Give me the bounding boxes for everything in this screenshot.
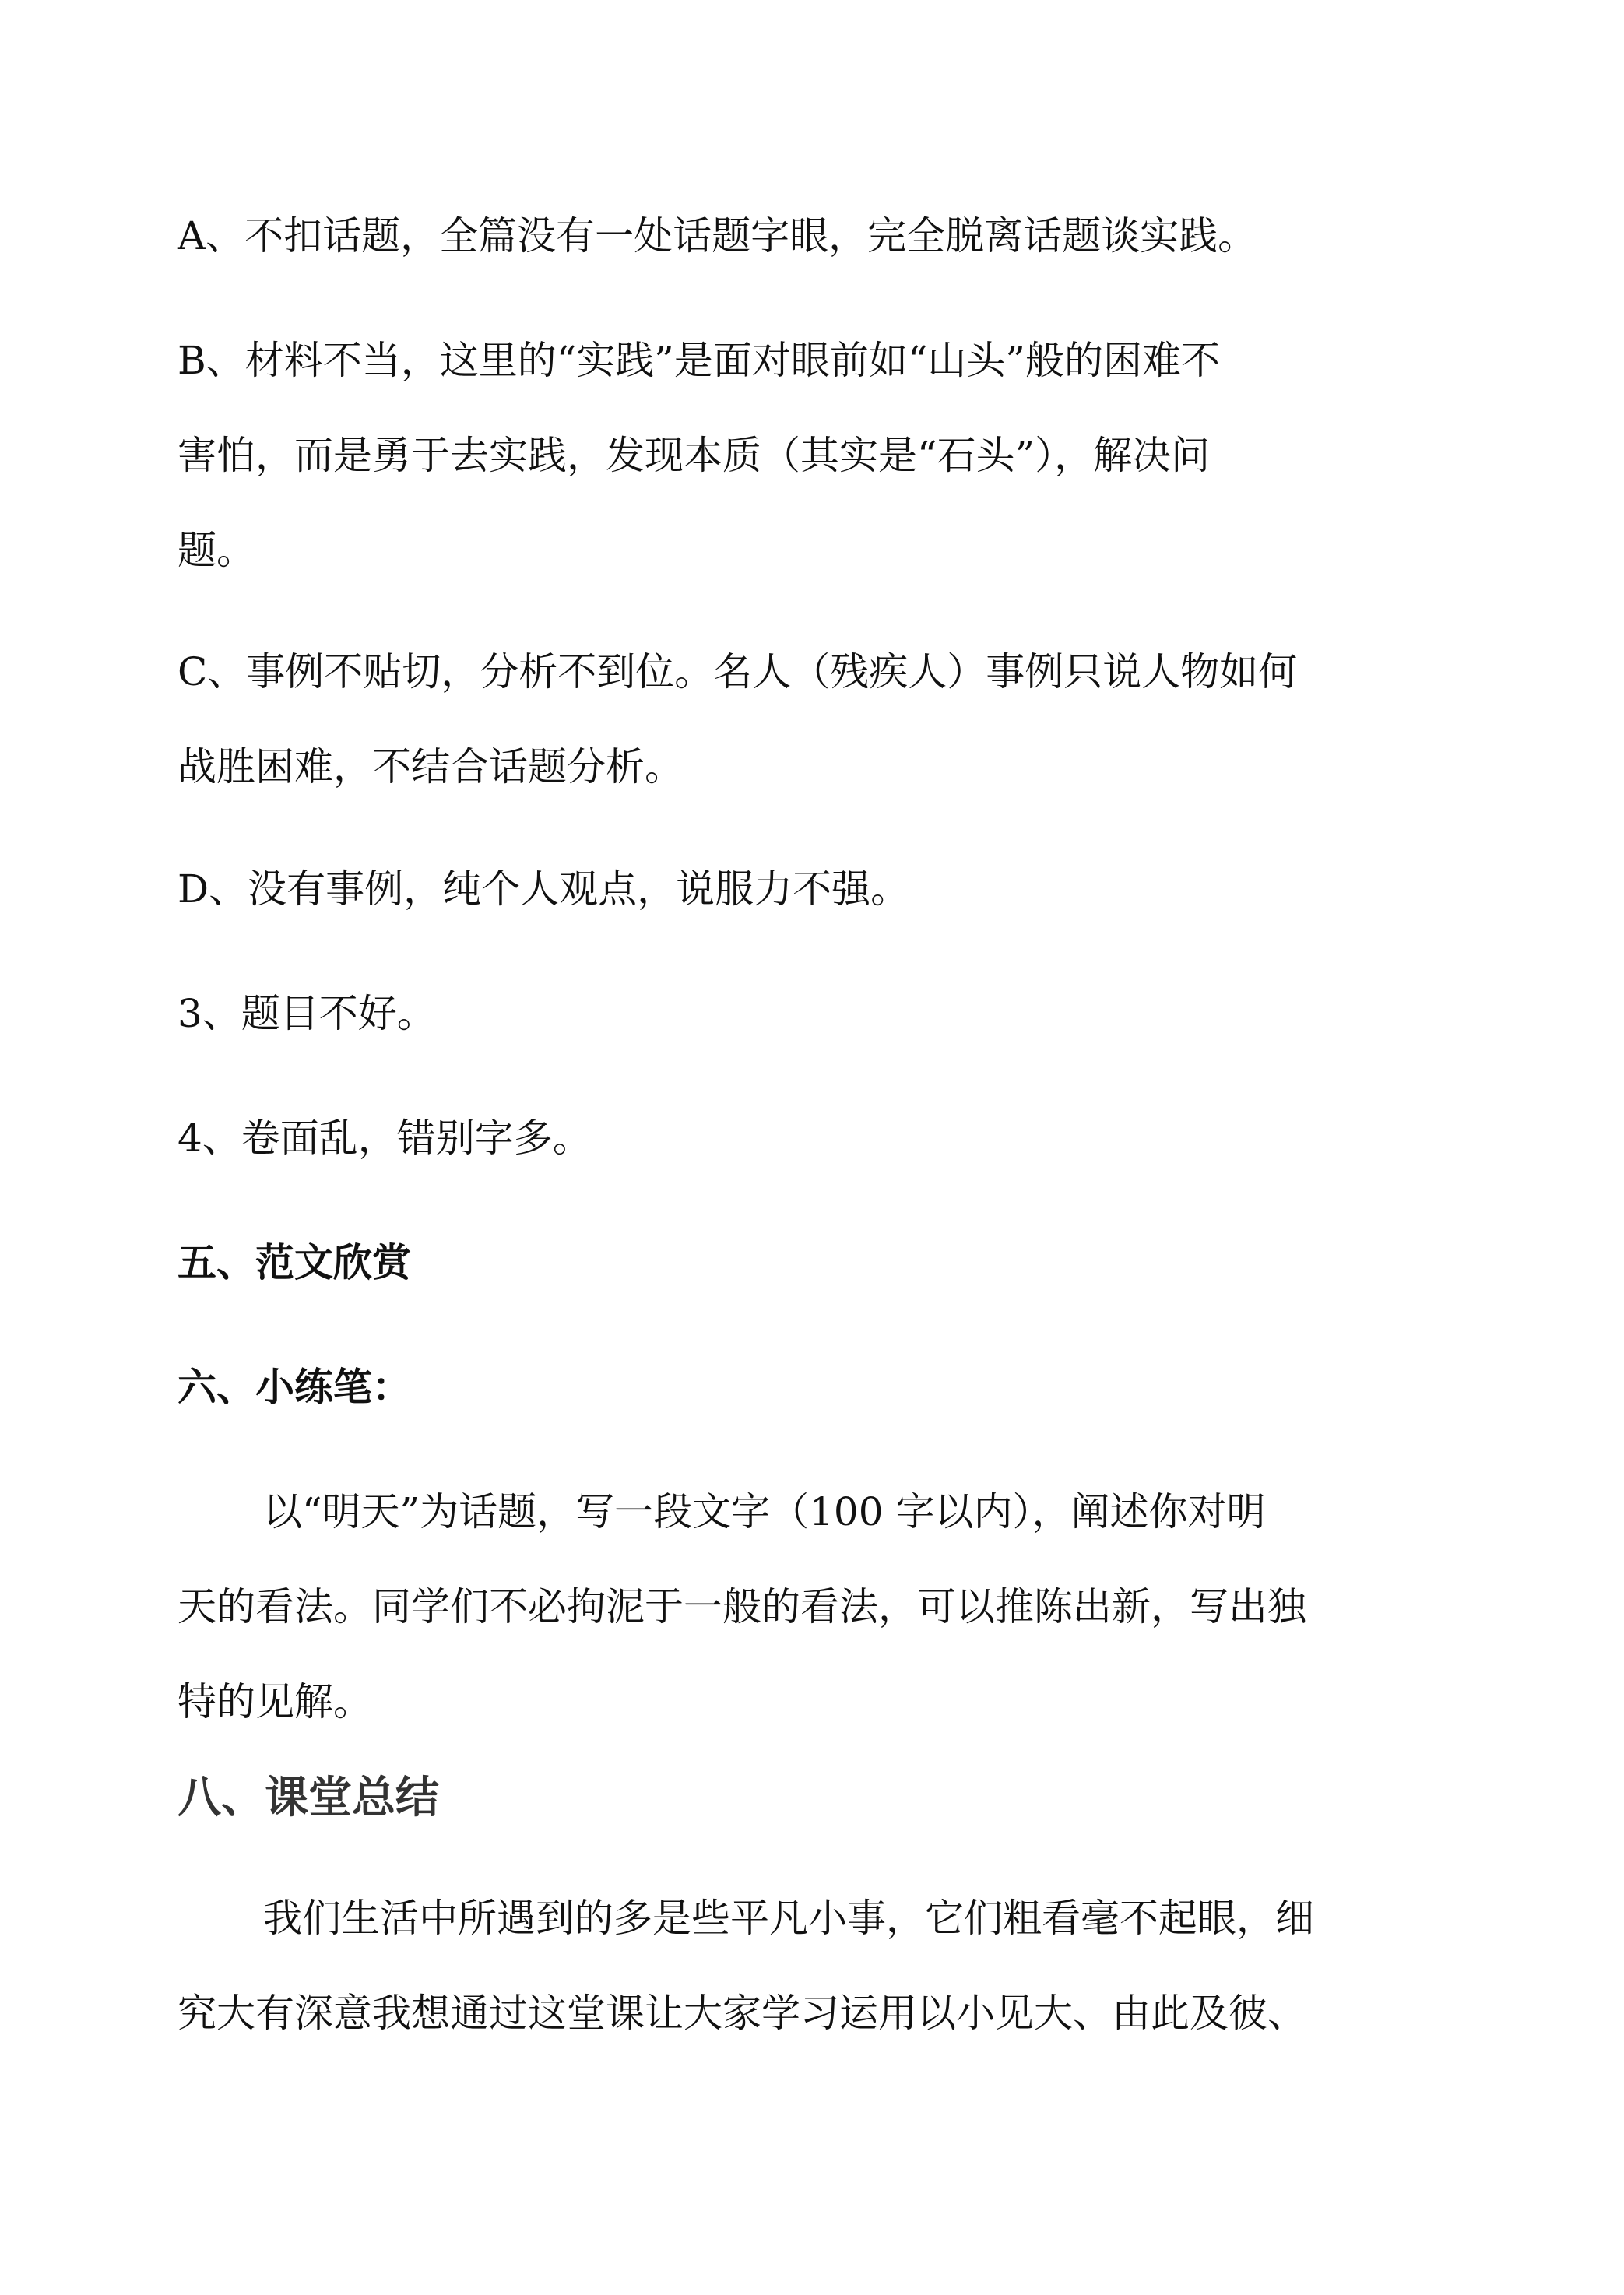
item-4-line: 4、卷面乱，错别字多。 <box>178 1116 592 1161</box>
practice-line-2: 天的看法。同学们不必拘泥于一般的看法，可以推陈出新，写出独 <box>178 1584 1306 1629</box>
practice-line-3: 特的见解。 <box>178 1679 372 1724</box>
practice-line-1: 以“明天”为话题，写一段文字（100 字以内），阐述你对明 <box>263 1489 1266 1534</box>
summary-paragraph <box>178 1871 1454 2061</box>
section-heading-5-text: 五、范文欣赏 <box>178 1240 411 1285</box>
summary-line-1: 我们生活中所遇到的多是些平凡小事，它们粗看毫不起眼，细 <box>263 1896 1314 1941</box>
summary-line-2: 究大有深意我想通过这堂课让大家学习运用以小见大、由此及彼、 <box>178 1991 1306 2036</box>
item-3 <box>178 966 1454 1061</box>
item-d <box>178 842 1454 937</box>
item-c-line-1: C、事例不贴切，分析不到位。名人（残疾人）事例只说人物如何 <box>178 649 1298 694</box>
item-b-line-3: 题。 <box>178 528 255 573</box>
section-heading-5 <box>178 1215 1454 1310</box>
section-heading-8-text: 八、课堂总结 <box>178 1773 439 1823</box>
item-d-line: D、没有事例，纯个人观点，说服力不强。 <box>178 866 910 912</box>
section-heading-6-text: 六、小练笔： <box>178 1365 411 1410</box>
item-b <box>178 313 1454 598</box>
item-c-line-2: 战胜困难，不结合话题分析。 <box>178 744 684 789</box>
item-3-line: 3、题目不好。 <box>178 991 436 1036</box>
item-b-line-1: B、材料不当，这里的“实践”是面对眼前如“山头”般的困难不 <box>178 338 1220 383</box>
practice-paragraph <box>178 1464 1454 1749</box>
item-b-line-2: 害怕，而是勇于去实践，发现本质（其实是“石头”），解决问 <box>178 433 1211 478</box>
section-heading-6 <box>178 1340 1454 1435</box>
item-4 <box>178 1091 1454 1186</box>
section-heading-8 <box>178 1763 1454 1833</box>
item-a-line: A、不扣话题，全篇没有一处话题字眼，完全脱离话题谈实践。 <box>178 213 1257 258</box>
item-c <box>178 624 1454 814</box>
item-a <box>178 188 1454 283</box>
